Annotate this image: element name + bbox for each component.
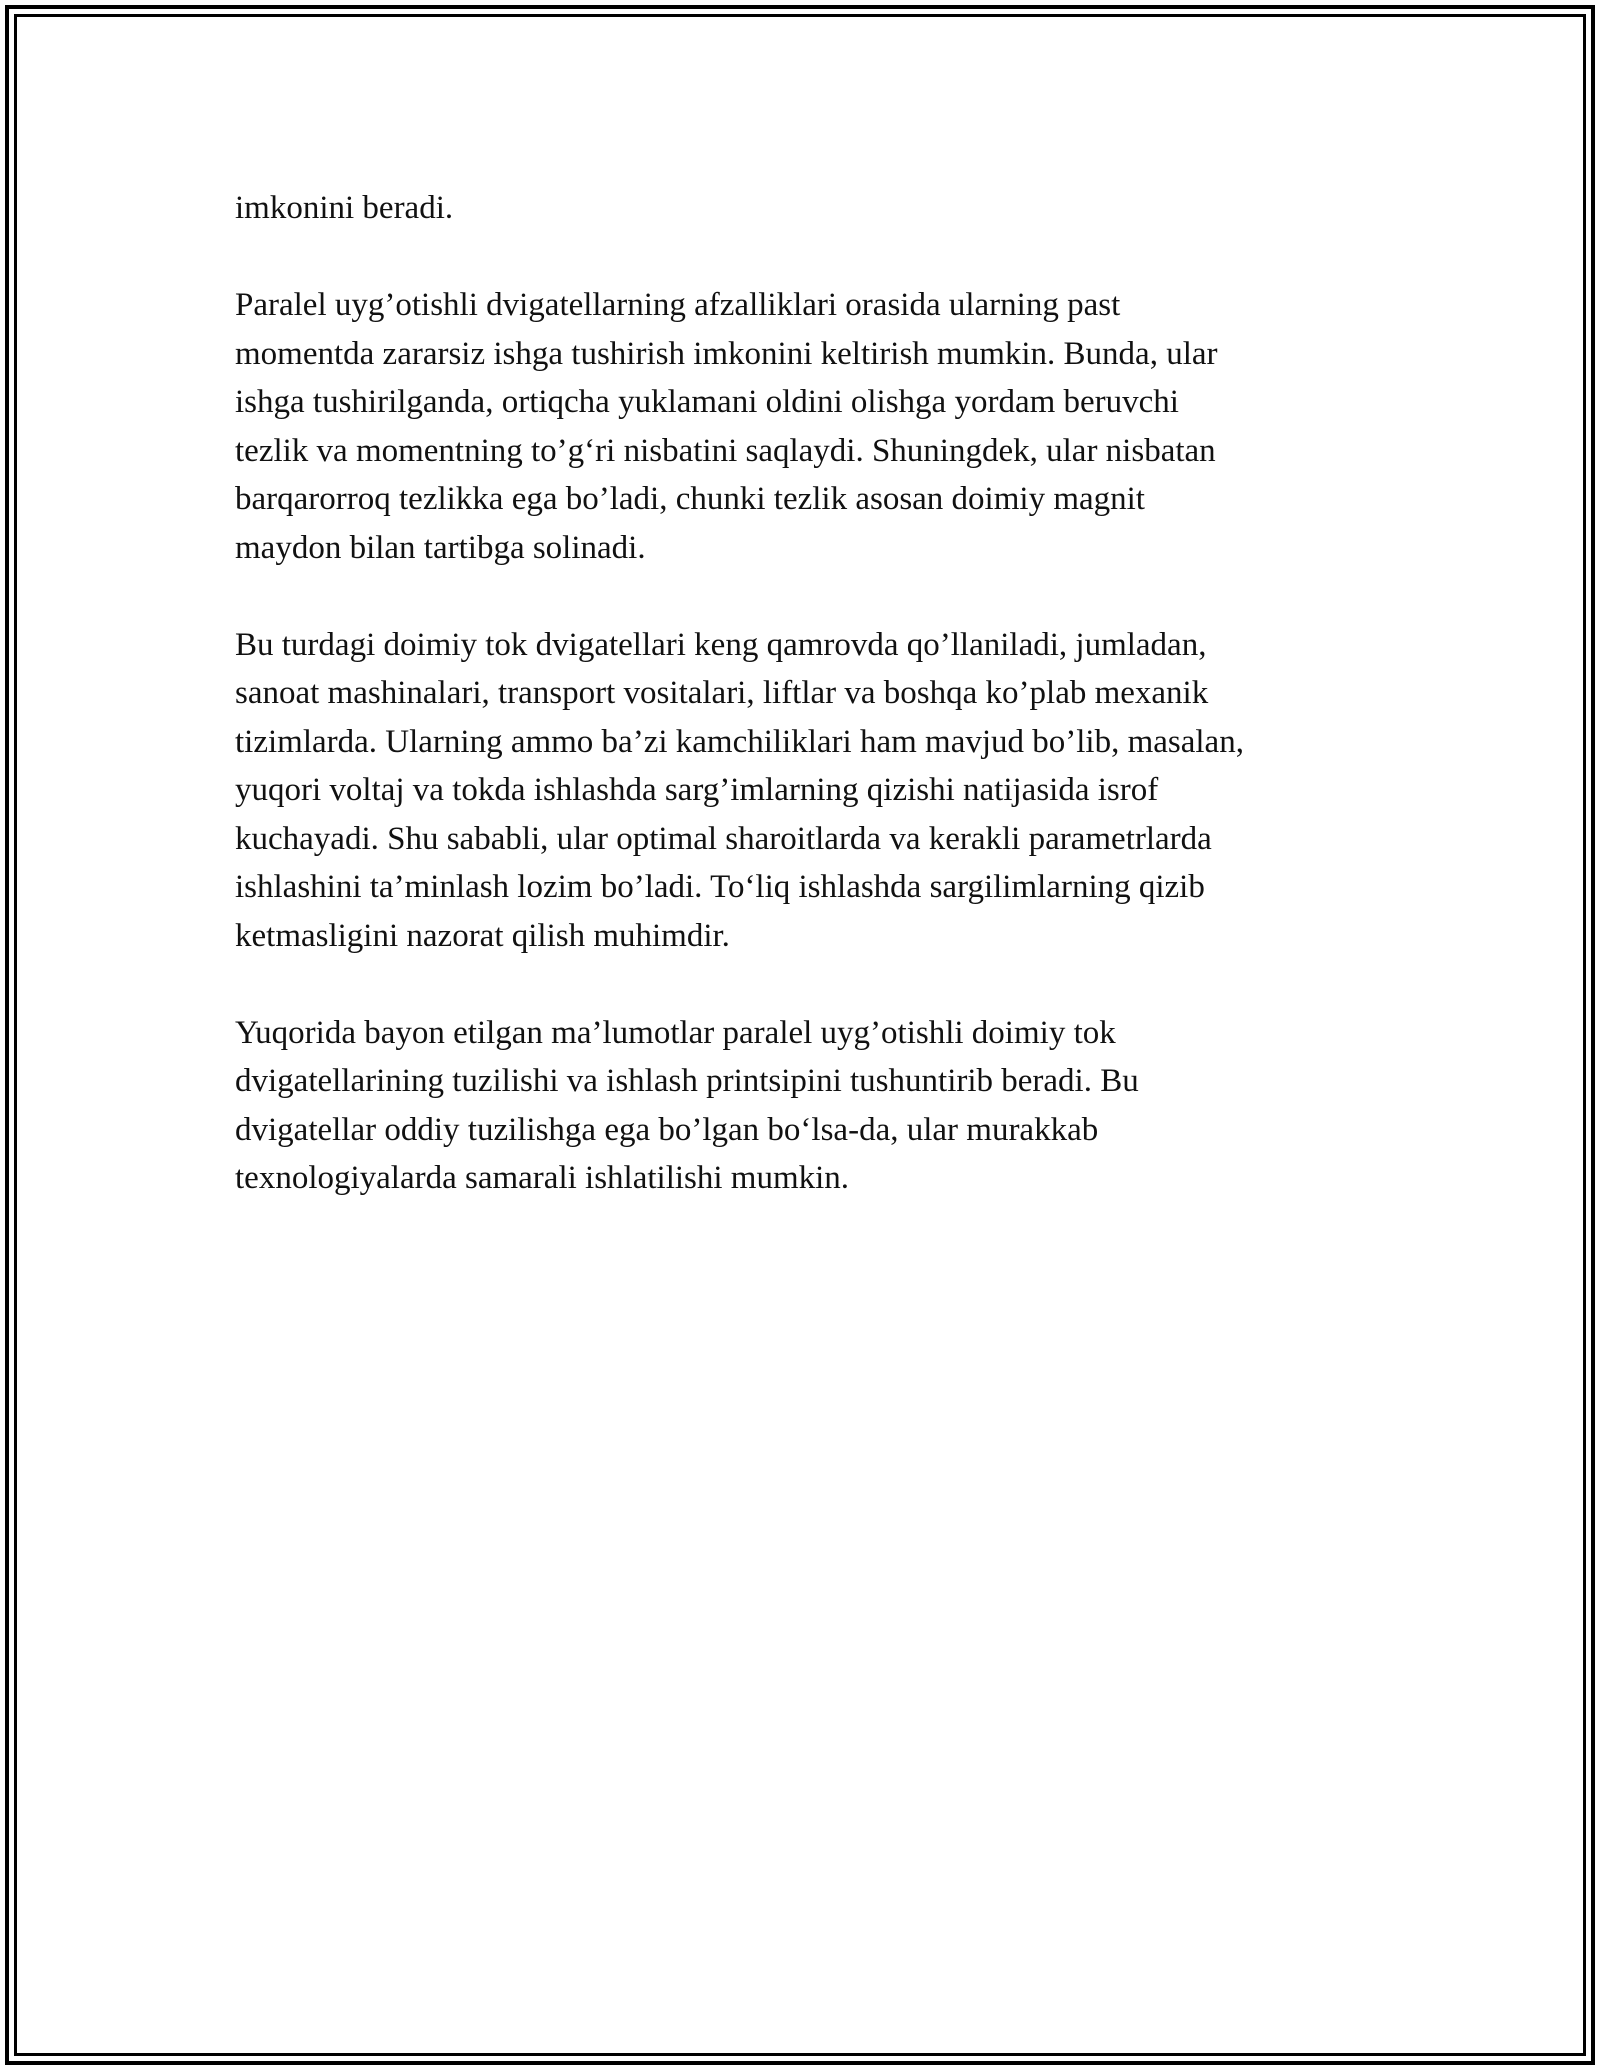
paragraph-4: Yuqorida bayon etilgan ma’lumotlar paralel uyg’otishli doimiy tok dvigatellarining tuzilishi va ishlash printsipini tushuntirib beradi. Bu dvigatellar oddiy tuzilishga ega bo’lgan bo‘lsa-da, ular murakkab texnologiyalarda samarali ishlatilishi mumkin. <box>235 1014 1139 1196</box>
document-body <box>235 184 1375 1251</box>
paragraph-1: imkonini beradi. <box>235 190 454 226</box>
paragraph-2: Paralel uyg’otishli dvigatellarning afzalliklari orasida ularning past momentda zararsiz ishga tushirish imkonini keltirish mumkin. Bunda, ular ishga tushirilganda, ortiqcha yuklamani oldini olishga yordam beruvchi tezlik va momentning to’g‘ri nisbatini saqlaydi. Shuningdek, ular nisbatan barqarorroq tezlikka ega bo’ladi, chunki tezlik asosan doimiy magnit maydon bilan tartibga solinadi. <box>235 287 1218 566</box>
paragraph-3: Bu turdagi doimiy tok dvigatellari keng qamrovda qo’llaniladi, jumladan, sanoat mashinalari, transport vositalari, liftlar va boshqa ko’plab mexanik tizimlarda. Ularning ammo ba’zi kamchiliklari ham mavjud bo’lib, masalan, yuqori voltaj va tokda ishlashda sarg’imlarning qizishi natijasida isrof kuchayadi. Shu sababli, ular optimal sharoitlarda va kerakli parametrlarda ishlashini ta’minlash lozim bo’ladi. To‘liq ishlashda sargilimlarning qizib ketmasligini nazorat qilish muhimdir. <box>235 626 1244 954</box>
